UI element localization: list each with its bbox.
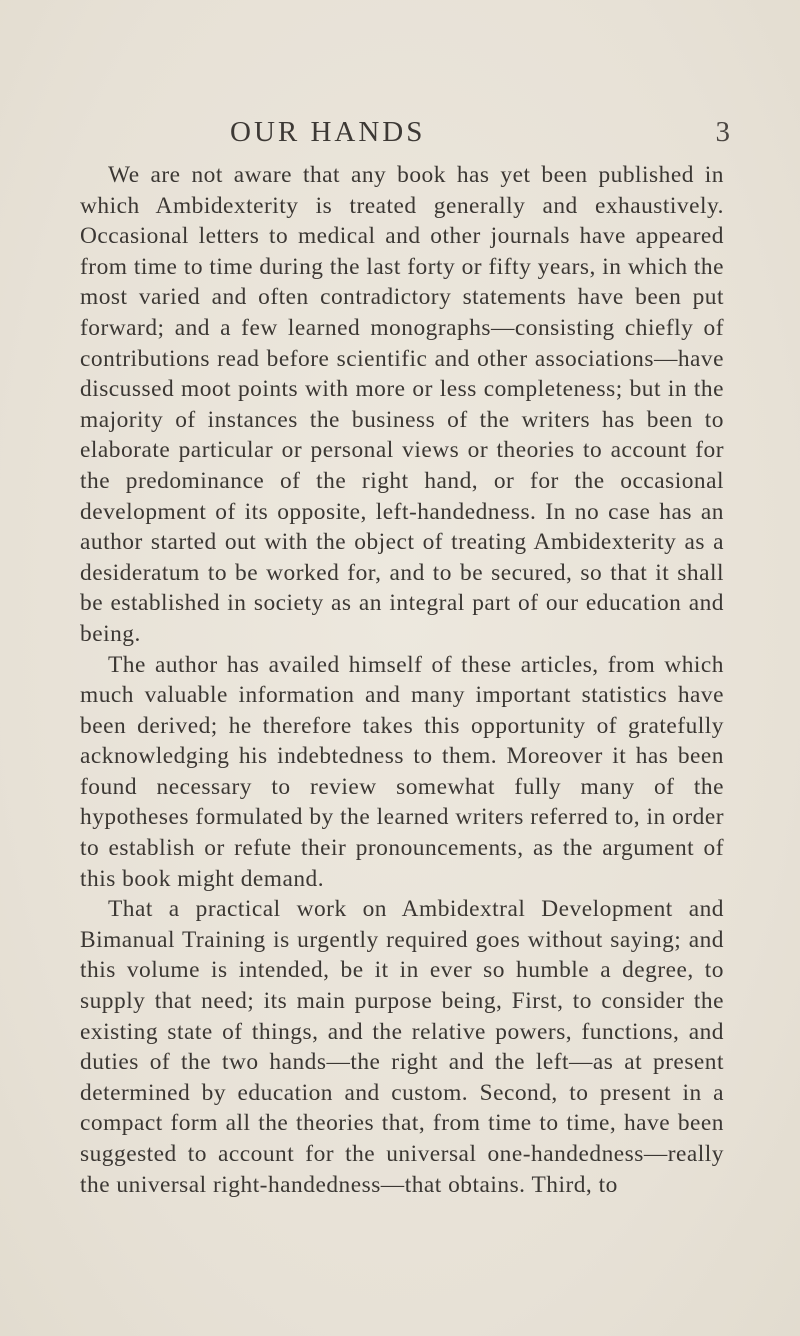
running-title: OUR HANDS bbox=[230, 116, 426, 148]
paragraph-2: The author has availed himself of these articles, from which much valuable information and many important statistics have been derived; he therefore takes this opportunity of gratefully acknowledging his indebtedness to them. Moreover it has been found necessary to review somewhat fully many of the hypotheses formulated by the learned writers referred to, in order to establish or refute their pronouncements, as the argument of this book might demand. bbox=[80, 651, 724, 892]
body-text bbox=[80, 160, 724, 1200]
page-number: 3 bbox=[715, 116, 730, 148]
paragraph-1: We are not aware that any book has yet been published in which Ambidexterity is treated generally and exhaustively. Occasional letters to medical and other journals have appeared from time to time during the last forty or fifty years, in which the most varied and often contradictory statements have been put forward; and a few learned monographs—consisting chiefly of contributions read before scientific and other associations—have discussed moot points with more or less completeness; but in the majority of instances the business of the writers has been to elaborate particular or personal views or theories to account for the predominance of the right hand, or for the occasional development of its opposite, left-handedness. In no case has an author started out with the object of treating Ambidexterity as a desideratum to be worked for, and to be secured, so that it shall be established in society as an integral part of our education and being. bbox=[80, 162, 724, 647]
running-head bbox=[80, 116, 730, 156]
paragraph-3: That a practical work on Ambidextral Development and Bimanual Training is urgently required goes without saying; and this volume is intended, be it in ever so humble a degree, to supply that need; its main purpose being, First, to consider the existing state of things, and the relative powers, functions, and duties of the two hands—the right and the left—as at present determined by education and custom. Second, to present in a compact form all the theories that, from time to time, have been suggested to account for the universal one-handedness—really the universal right-handedness—that obtains. Third, to bbox=[80, 896, 724, 1198]
